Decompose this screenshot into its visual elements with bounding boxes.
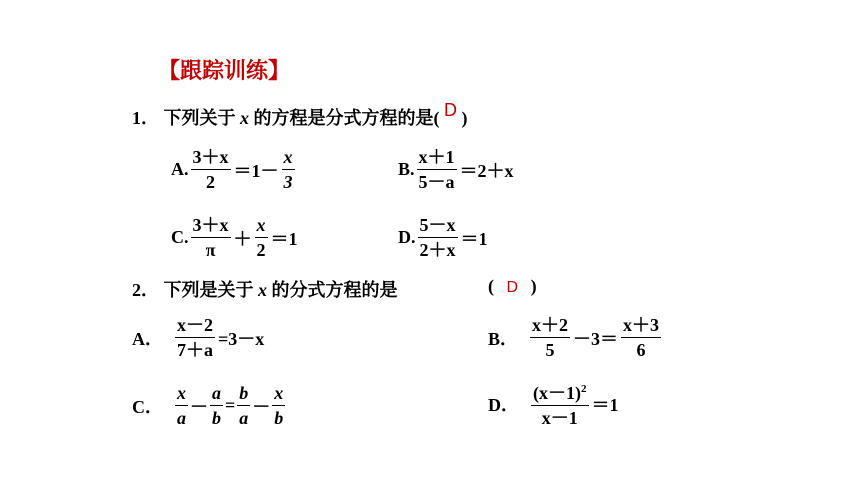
fraction: $\frac{x}{3}$: [283, 147, 293, 192]
question-2-close: ): [530, 276, 537, 296]
fraction: [531, 378, 589, 429]
fraction: $\frac{x+2}{5}$: [532, 315, 569, 360]
q2-option-b-mid: －3＝: [573, 328, 619, 349]
question-1: [132, 100, 468, 130]
question-1-suffix: 的方程是分式方程的是(: [253, 108, 440, 128]
q1-option-a-mid: ＝1－: [233, 160, 279, 181]
q1-option-c[interactable]: [171, 214, 299, 261]
q1-option-d[interactable]: [398, 214, 489, 261]
question-1-number: 1．: [132, 108, 159, 128]
fraction: $\frac{5-x}{2+x}$: [419, 215, 456, 260]
q1-option-b-label: B.: [398, 159, 415, 179]
question-1-answer: D: [444, 100, 457, 120]
fraction: $\frac{x}{a}$: [177, 383, 186, 428]
q2-option-a[interactable]: [132, 314, 265, 361]
question-2-number: 2．: [132, 280, 159, 300]
q1-option-c-tail: ＝1: [270, 228, 298, 249]
question-2: [132, 276, 398, 302]
fraction: $\frac{x+3}{6}$: [623, 315, 660, 360]
question-2-answer: D: [506, 279, 519, 296]
fraction: $\frac{x-2}{7+a}$: [177, 315, 213, 360]
q2-option-b-label: B．: [488, 328, 519, 349]
fraction: $\frac{x+1}{5-a}$: [418, 147, 455, 192]
fraction: $\frac{b}{a}$: [239, 383, 249, 428]
q2-option-b[interactable]: [488, 314, 663, 361]
question-2-answer-slot: [488, 276, 537, 297]
section-heading: 【跟踪训练】: [158, 58, 291, 83]
q1-option-b-tail: ＝2＋x: [459, 160, 514, 181]
question-2-var: x: [258, 280, 267, 300]
fraction: $\frac{a}{b}$: [212, 383, 221, 428]
q2-option-d-label: D．: [488, 394, 519, 415]
question-2-prefix: 下列是关于: [163, 280, 254, 300]
question-2-suffix: 的分式方程的是: [271, 280, 398, 300]
q1-option-d-label: D.: [398, 227, 416, 247]
q1-option-a-label: A.: [171, 159, 189, 179]
question-1-prefix: 下列关于: [163, 108, 236, 128]
q2-option-c-op1: －: [190, 396, 208, 417]
q1-option-c-mid: ＋: [233, 228, 252, 249]
q2-option-d[interactable]: [488, 378, 620, 429]
q2-option-a-label: A．: [132, 328, 163, 349]
fraction: $\frac{3+x}{\pi}$: [192, 215, 229, 260]
fraction: $\frac{x}{b}$: [274, 383, 284, 428]
fraction: $\frac{3+x}{2}$: [192, 147, 229, 192]
q1-option-b[interactable]: [398, 146, 515, 193]
question-1-close: ): [461, 108, 468, 128]
q2-option-c-label: C．: [132, 396, 163, 417]
fraction: $\frac{x}{2}$: [256, 215, 266, 260]
q2-option-c[interactable]: [132, 382, 287, 429]
q1-option-a[interactable]: [171, 146, 297, 193]
q1-option-c-label: C.: [171, 227, 189, 247]
q2-option-c-op2: =: [225, 395, 236, 415]
question-1-var: x: [240, 108, 249, 128]
q2-option-d-den: x－1: [541, 408, 578, 428]
q2-option-d-tail: ＝1: [591, 394, 619, 415]
question-2-open: (: [488, 276, 494, 296]
q2-option-c-op3: －: [252, 396, 271, 417]
q2-option-d-num-exp: 2: [581, 383, 587, 395]
q2-option-a-tail: =3－x: [218, 328, 265, 349]
q2-option-d-num-base: (x－1): [533, 383, 581, 403]
q1-option-d-tail: ＝1: [460, 228, 488, 249]
